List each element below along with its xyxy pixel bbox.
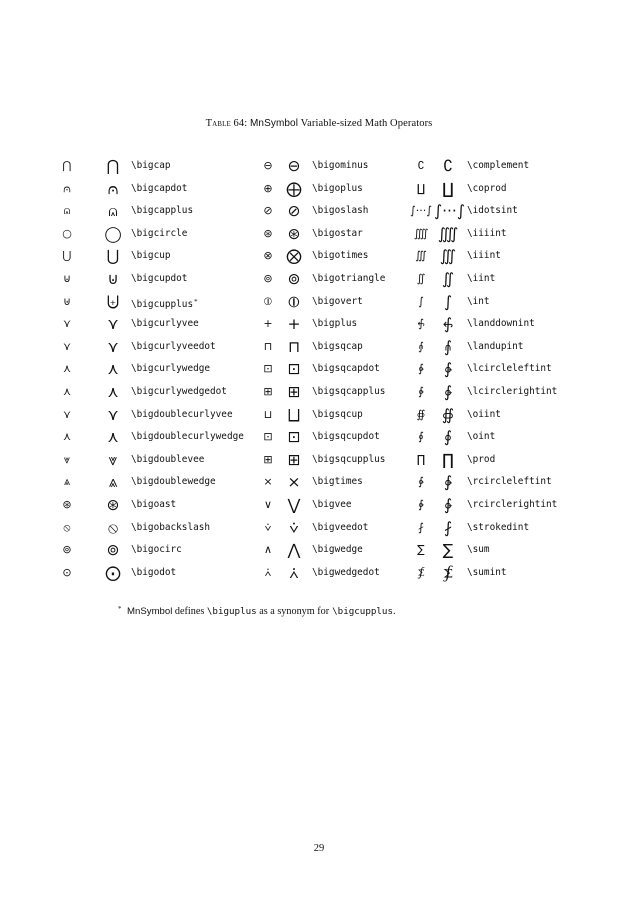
symbol-large: ⨄	[106, 292, 120, 311]
symbol-large: ∬	[441, 270, 455, 288]
table-row	[0, 539, 638, 561]
symbol-large: ⦶	[288, 292, 300, 311]
symbol-small: ⦶	[264, 294, 272, 308]
command-name	[131, 449, 204, 471]
command-text: \bigcurlyvee	[131, 318, 199, 330]
command-name	[131, 426, 244, 448]
symbol-large: ⨗	[443, 315, 453, 334]
table-row	[0, 291, 638, 313]
command-text: \bigcupdot	[131, 273, 188, 284]
command-name	[312, 449, 385, 471]
symbol-small: ∲	[418, 498, 424, 511]
command-text: \bigotimes	[312, 250, 369, 262]
symbol-small: ∫···∫	[410, 204, 432, 218]
symbol-large: ⋁	[287, 496, 301, 514]
symbol-small: ∁	[417, 159, 425, 172]
command-text: \int	[467, 295, 490, 307]
command-name	[131, 291, 198, 313]
command-name	[312, 381, 385, 403]
command-name	[312, 313, 357, 335]
command-name	[312, 494, 352, 516]
symbol-small: ∑	[417, 543, 425, 557]
symbol-small: ∐	[416, 181, 426, 195]
command-text: \iint	[467, 273, 496, 284]
symbol-large: ⨁	[286, 179, 302, 198]
symbol-large: ⨆	[287, 405, 301, 424]
symbol-large: ∫	[443, 292, 453, 311]
command-name	[312, 426, 380, 448]
command-text: \bigcircle	[131, 227, 188, 239]
symbol-small: ⊖	[263, 159, 273, 172]
symbol-small: ⨏	[418, 520, 424, 534]
command-name	[467, 449, 495, 471]
symbol-large: ∭	[439, 247, 457, 266]
symbol-small: ⨋	[417, 565, 425, 579]
symbol-small: ⋃	[62, 249, 72, 263]
symbol-small: ⊎	[62, 294, 72, 308]
table-row	[0, 426, 638, 448]
symbol-small: ⩒	[264, 520, 272, 534]
caption-label: Table 64:	[205, 118, 248, 129]
caption-package: MnSymbol	[250, 118, 299, 129]
symbol-small: ⋎	[62, 339, 72, 353]
footnote-ref: *	[194, 297, 198, 306]
symbol-small: ∯	[416, 407, 426, 421]
command-name	[312, 358, 380, 380]
symbol-large: ⊡	[287, 428, 301, 447]
command-name	[467, 381, 557, 403]
command-text: \bigoast	[131, 499, 177, 510]
symbol-small: ⊚	[263, 272, 273, 285]
symbol-large: ⊞	[287, 450, 301, 469]
symbol-large: ⊛	[287, 224, 301, 243]
symbol-small: ∨	[263, 498, 273, 511]
command-name	[131, 268, 187, 290]
symbol-large: ⊍	[107, 270, 119, 288]
symbol-large: ⊘	[287, 202, 301, 221]
symbol-small: ⊔	[263, 407, 273, 421]
command-name	[131, 178, 187, 200]
symbol-large: ⊚	[287, 270, 301, 288]
symbol-small: ⊛	[62, 498, 72, 511]
command-text: \bigoslash	[312, 205, 369, 217]
command-name	[467, 539, 490, 561]
command-text: \bigcap	[131, 160, 171, 171]
command-name	[312, 155, 368, 177]
symbol-large: ⋎	[107, 405, 119, 424]
symbol-large: ∯	[441, 405, 455, 424]
table-row	[0, 336, 638, 358]
symbol-small: ⊡	[263, 430, 273, 444]
symbol-large: ⩓	[108, 473, 118, 492]
command-text: \bigsqcup	[312, 408, 363, 420]
command-name	[312, 471, 363, 493]
symbol-small: ⊛	[263, 226, 273, 240]
symbol-small: ⩔	[63, 452, 71, 466]
command-text: \sumint	[467, 566, 507, 578]
table-row	[0, 155, 638, 177]
symbol-small: ∭	[415, 249, 427, 263]
symbol-small: ⊙	[62, 565, 72, 579]
command-name	[467, 426, 495, 448]
command-name	[467, 200, 518, 222]
symbol-large: ⋏	[107, 383, 119, 401]
command-name	[467, 562, 507, 584]
command-text: \bigcup	[131, 250, 171, 262]
symbol-large: ⋏	[107, 428, 119, 447]
command-text: \complement	[467, 160, 530, 171]
command-name	[467, 223, 507, 245]
symbol-large: ⊖	[287, 157, 301, 175]
symbol-large: ∫···∫	[434, 202, 465, 221]
command-name	[131, 155, 171, 177]
command-text: \bigsqcupdot	[312, 431, 380, 443]
symbol-large: ∲	[443, 383, 453, 401]
command-text: \bigdoublewedge	[131, 476, 216, 488]
command-name	[312, 291, 363, 313]
symbol-small: ∏	[416, 452, 426, 466]
symbol-large: ⋂	[106, 157, 120, 175]
symbol-large: ⩑	[289, 563, 299, 582]
command-text: \bigveedot	[312, 521, 369, 533]
symbol-small: ⊓	[263, 339, 273, 353]
command-name	[131, 517, 210, 539]
symbol-large: ⊓	[287, 337, 301, 356]
command-name	[312, 178, 363, 200]
symbol-small: ⊕	[263, 181, 273, 195]
footnote-command-2: \bigcupplus	[332, 606, 393, 617]
symbol-large: ⩀	[107, 179, 119, 198]
symbol-large: ∏	[442, 450, 454, 469]
command-text: \bigcupplus	[131, 298, 194, 310]
command-name	[131, 562, 176, 584]
command-name	[131, 471, 216, 493]
command-text: \bigsqcap	[312, 340, 363, 352]
command-text: \landdownint	[467, 318, 535, 330]
symbol-large: ⩔	[108, 450, 118, 469]
command-name	[131, 494, 176, 516]
symbol-small: ⋏	[62, 430, 72, 444]
symbol-large: ∳	[443, 360, 453, 379]
command-name	[312, 336, 363, 358]
command-name	[131, 336, 216, 358]
command-text: \rcirclerightint	[467, 499, 558, 510]
symbol-small: ∳	[418, 475, 424, 489]
command-name	[312, 539, 363, 561]
symbol-large: ⋎	[107, 337, 119, 356]
command-text: \bigvee	[312, 499, 352, 510]
command-text: \bigsqcupplus	[312, 453, 386, 465]
symbol-large: ⊛	[106, 496, 120, 514]
command-text: \bigotriangle	[312, 273, 386, 284]
command-name	[467, 291, 490, 313]
symbol-small: ⋏	[62, 362, 72, 376]
symbol-small: ⊘	[263, 204, 273, 218]
symbol-small: ⨌	[413, 226, 429, 240]
table-row	[0, 268, 638, 290]
command-name	[312, 223, 363, 245]
symbol-small: ⋏	[62, 385, 72, 398]
command-text: \bigcurlyveedot	[131, 340, 216, 352]
command-text: \bigoplus	[312, 182, 363, 194]
command-name	[131, 381, 227, 403]
symbol-large: ⩒	[289, 518, 299, 537]
symbol-small: ⋂	[62, 159, 72, 172]
command-text: \bigcapdot	[131, 182, 188, 194]
symbol-large: ⋀	[287, 541, 301, 560]
command-name	[312, 562, 380, 584]
symbol-large: +	[287, 315, 301, 334]
command-text: \bigcurlywedgedot	[131, 386, 227, 397]
page-number: 29	[313, 843, 325, 854]
symbol-large: ⊡	[287, 360, 301, 379]
symbol-small: ∳	[418, 362, 424, 376]
command-name	[312, 200, 368, 222]
table-row	[0, 381, 638, 403]
command-name	[467, 517, 529, 539]
command-name	[131, 404, 233, 426]
command-name	[467, 178, 507, 200]
command-name	[312, 245, 368, 267]
symbol-large: ⨋	[443, 563, 453, 582]
symbol-small: ⋎	[62, 317, 72, 331]
symbol-small: ⊗	[263, 249, 273, 263]
table-row	[0, 471, 638, 493]
command-text: \oint	[467, 431, 496, 443]
table-row	[0, 449, 638, 471]
footnote-command-1: \biguplus	[206, 606, 257, 617]
symbol-small: ⋎	[62, 407, 72, 421]
command-name	[131, 313, 199, 335]
table-row	[0, 223, 638, 245]
command-name	[312, 404, 363, 426]
command-text: \bigtimes	[312, 476, 363, 488]
symbol-large: ◯	[104, 224, 122, 243]
command-text: \strokedint	[467, 521, 530, 533]
symbol-large: ∑	[442, 541, 454, 560]
command-text: \bigominus	[312, 160, 369, 171]
command-text: \bigobackslash	[131, 521, 211, 533]
command-text: \coprod	[467, 182, 507, 194]
table-row	[0, 517, 638, 539]
table-row	[0, 562, 638, 584]
command-text: \lcircleleftint	[467, 363, 552, 375]
footnote-marker: *	[118, 605, 122, 613]
symbol-large: ⨏	[443, 518, 453, 537]
symbol-large: ⋏	[107, 360, 119, 379]
command-text: \bigodot	[131, 566, 177, 578]
command-text: \bigplus	[312, 318, 358, 330]
symbol-large: ⨙	[443, 337, 453, 356]
command-text: \bigwedgedot	[312, 566, 380, 578]
symbol-small: ⊡	[263, 362, 273, 376]
command-text: \bigdoublecurlywedge	[131, 431, 244, 443]
command-text: \bigovert	[312, 295, 363, 307]
table-row	[0, 200, 638, 222]
command-text: \prod	[467, 453, 496, 465]
command-name	[131, 245, 171, 267]
command-text: \idotsint	[467, 205, 518, 217]
command-name	[312, 517, 368, 539]
command-text: \bigocirc	[131, 544, 182, 556]
symbol-large: ∐	[442, 179, 454, 198]
symbol-small: ⊞	[263, 452, 273, 466]
footnote-package: MnSymbol	[127, 606, 173, 617]
symbol-small: ⨙	[418, 339, 424, 353]
command-name	[131, 223, 187, 245]
symbol-large: ⋎	[107, 315, 119, 334]
symbol-large: ⊞	[287, 383, 301, 401]
command-text: \bigdoublecurlyvee	[131, 408, 233, 420]
symbol-small: ×	[263, 475, 273, 489]
command-text: \bigcapplus	[131, 205, 194, 217]
symbol-small: ⩀	[63, 181, 71, 195]
symbol-small: ⩑	[264, 565, 272, 579]
symbol-small: ∬	[416, 272, 426, 285]
command-name	[467, 245, 501, 267]
symbol-small: ∫	[418, 294, 424, 308]
table-row	[0, 494, 638, 516]
command-name	[467, 336, 523, 358]
command-name	[467, 313, 535, 335]
symbol-large: ⨀	[105, 563, 121, 582]
symbol-small: ⊍	[62, 272, 72, 285]
table-row	[0, 313, 638, 335]
command-text: \landupint	[467, 340, 524, 352]
command-text: \bigdoublevee	[131, 453, 205, 465]
command-text: \lcirclerightint	[467, 386, 558, 397]
symbol-small: ⦸	[63, 520, 71, 534]
command-text: \bigwedge	[312, 544, 363, 556]
symbol-small: ○	[62, 226, 72, 240]
footnote-period: .	[392, 606, 396, 617]
command-name	[467, 494, 557, 516]
table-row	[0, 178, 638, 200]
symbol-large: ×	[287, 473, 301, 492]
symbol-small: ⊚	[62, 543, 72, 557]
table-row	[0, 358, 638, 380]
symbol-small: ∲	[418, 385, 424, 398]
command-text: \bigostar	[312, 227, 363, 239]
command-name	[467, 404, 501, 426]
symbol-large: ⨌	[437, 224, 459, 243]
symbol-large: ⊚	[106, 541, 120, 560]
symbol-small: ⩓	[63, 475, 71, 489]
symbol-small: ∧	[263, 543, 273, 557]
command-text: \sum	[467, 544, 490, 556]
footnote-text-2: as a synonym for	[259, 606, 330, 617]
command-name	[467, 268, 495, 290]
command-text: \iiiint	[467, 227, 507, 239]
symbol-large: ∮	[443, 428, 453, 447]
command-text: \oiint	[467, 408, 501, 420]
command-text: \rcircleleftint	[467, 476, 552, 488]
command-name	[131, 539, 182, 561]
symbol-large: ⦸	[107, 518, 119, 537]
command-text: \bigsqcapplus	[312, 386, 386, 397]
symbol-large: ⋃	[106, 247, 120, 266]
table-row	[0, 245, 638, 267]
command-name	[467, 155, 529, 177]
symbol-large: ⨂	[286, 247, 302, 266]
command-text: \iiint	[467, 250, 501, 262]
caption-title: Variable-sized Math Operators	[300, 118, 433, 129]
footnote	[118, 605, 396, 617]
table-row	[0, 404, 638, 426]
symbol-large: ∲	[443, 496, 453, 514]
command-name	[312, 268, 385, 290]
command-text: \bigcurlywedge	[131, 363, 211, 375]
command-name	[131, 200, 193, 222]
command-text: \bigsqcapdot	[312, 363, 380, 375]
command-name	[131, 358, 210, 380]
symbol-large: ∁	[443, 157, 453, 175]
command-name	[467, 471, 552, 493]
symbol-small: +	[263, 317, 273, 331]
symbol-large: ∳	[443, 473, 453, 492]
symbol-large: ⩄	[108, 202, 118, 221]
symbol-small: ⨗	[418, 317, 424, 331]
symbol-small: ⩄	[63, 204, 71, 218]
command-name	[467, 358, 552, 380]
footnote-text-1: defines	[174, 606, 205, 617]
symbol-small: ⊞	[263, 385, 273, 398]
symbol-small: ∮	[418, 430, 424, 444]
